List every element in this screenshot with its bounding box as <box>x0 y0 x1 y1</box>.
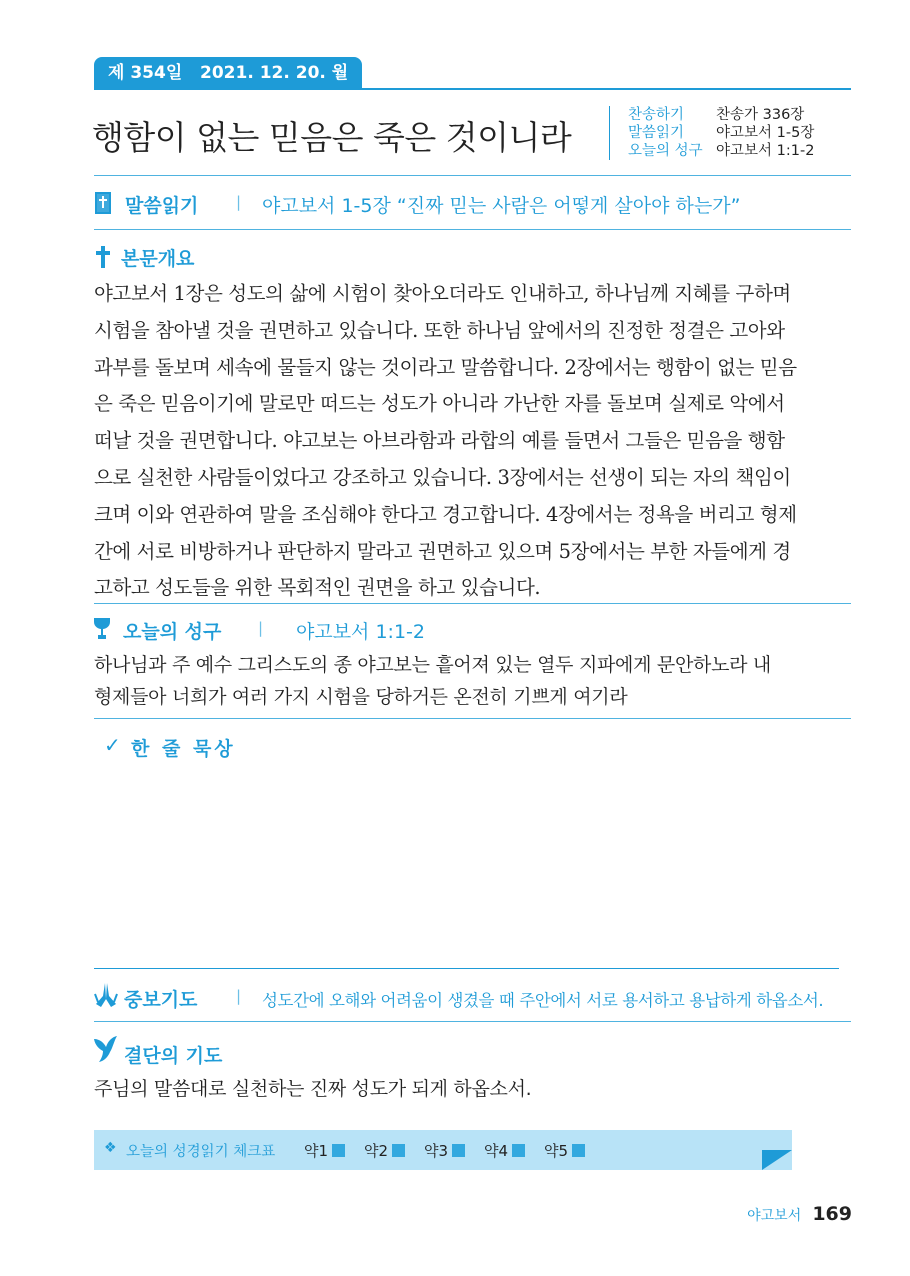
check-item-label: 약2 <box>364 1142 389 1160</box>
meta-keys <box>628 106 703 160</box>
check-item-3[interactable] <box>424 1140 465 1161</box>
divider <box>94 1021 851 1022</box>
check-mark-icon: ✓ <box>104 733 121 757</box>
header-rule <box>94 88 851 90</box>
summary-line: 간에 서로 비방하거나 판단하지 말라고 권면하고 있으며 5장에서는 부한 자들에게 경 <box>94 539 791 563</box>
meditation-heading: 한 줄 묵상 <box>131 738 236 760</box>
date-label: 2021. 12. 20. 월 <box>200 63 349 83</box>
summary-line: 시험을 참아낼 것을 권면하고 있습니다. 또한 하나님 앞에서의 진정한 정결은 고아와 <box>94 318 785 342</box>
meta-key-reading: 말씀읽기 <box>628 125 685 141</box>
meta-value-reading: 야고보서 1-5장 <box>716 125 815 141</box>
separator: | <box>236 193 242 211</box>
check-item-1[interactable] <box>304 1140 345 1161</box>
day-number: 제 354일 <box>108 63 183 83</box>
verse-body <box>94 649 854 713</box>
checkbox[interactable] <box>332 1144 345 1157</box>
summary-body <box>94 276 854 607</box>
meta-divider <box>609 106 610 160</box>
summary-line: 크며 이와 연관하여 말을 조심해야 한다고 경고합니다. 4장에서는 정욕을 버리고 형제 <box>94 502 797 526</box>
diamond-bullet-icon: ❖ <box>104 1140 117 1156</box>
checkbox[interactable] <box>512 1144 525 1157</box>
page-number: 169 <box>812 1203 852 1225</box>
verse-line: 하나님과 주 예수 그리스도의 종 야고보는 흩어져 있는 열두 지파에게 문안하노라 내 <box>94 654 771 676</box>
checkbox[interactable] <box>572 1144 585 1157</box>
check-item-label: 약4 <box>484 1142 509 1160</box>
separator: | <box>236 987 242 1005</box>
bible-icon <box>94 191 112 219</box>
check-item-2[interactable] <box>364 1140 405 1161</box>
meditation-bottom-rule <box>94 968 839 969</box>
check-item-label: 약1 <box>304 1142 329 1160</box>
checkbox[interactable] <box>392 1144 405 1157</box>
reading-text: 야고보서 1-5장 “진짜 믿는 사람은 어떻게 살아야 하는가” <box>262 195 741 217</box>
dove-icon <box>92 1035 118 1067</box>
corner-fold-icon <box>762 1150 792 1174</box>
divider <box>94 175 851 176</box>
checkbox[interactable] <box>452 1144 465 1157</box>
summary-heading: 본문개요 <box>121 248 195 270</box>
summary-line: 떠날 것을 권면합니다. 야고보는 아브라함과 라합의 예를 들면서 그들은 믿음을 행함 <box>94 429 785 453</box>
summary-line: 과부를 돌보며 세속에 물들지 않는 것이라고 말씀합니다. 2장에서는 행함이 없는 믿음 <box>94 355 797 379</box>
meta-value-verse: 야고보서 1:1-2 <box>716 143 815 159</box>
check-item-label: 약5 <box>544 1142 569 1160</box>
cross-icon <box>96 246 110 272</box>
chalice-icon <box>94 618 110 644</box>
reading-heading: 말씀읽기 <box>125 195 199 217</box>
verse-line: 형제들아 너희가 여러 가지 시험을 당하거든 온전히 기쁘게 여기라 <box>94 686 628 708</box>
resolution-heading: 결단의 기도 <box>124 1045 223 1067</box>
check-item-5[interactable] <box>544 1140 585 1161</box>
meta-key-verse: 오늘의 성구 <box>628 143 703 159</box>
resolution-text: 주님의 말씀대로 실천하는 진짜 성도가 되게 하옵소서. <box>94 1078 532 1100</box>
summary-line: 고하고 성도들을 위한 목회적인 권면을 하고 있습니다. <box>94 576 541 600</box>
date-tab <box>94 57 362 89</box>
page-footer <box>747 1203 852 1225</box>
meta-key-hymn: 찬송하기 <box>628 107 685 123</box>
checklist-label: 오늘의 성경읽기 체크표 <box>126 1144 276 1160</box>
divider <box>94 718 851 719</box>
summary-line: 은 죽은 믿음이기에 말로만 떠드는 성도가 아니라 가난한 자를 돌보며 실제로 악에서 <box>94 392 785 416</box>
intercession-text: 성도간에 오해와 어려움이 생겼을 때 주안에서 서로 용서하고 용납하게 하옵소서. <box>262 991 824 1010</box>
verse-heading: 오늘의 성구 <box>123 621 222 643</box>
check-item-label: 약3 <box>424 1142 449 1160</box>
footer-book: 야고보서 <box>747 1208 802 1224</box>
verse-ref: 야고보서 1:1-2 <box>296 621 425 643</box>
meta-value-hymn: 찬송가 336장 <box>716 107 805 123</box>
separator: | <box>258 619 264 637</box>
page-title: 행함이 없는 믿음은 죽은 것이니라 <box>92 118 572 157</box>
praying-hands-icon <box>92 982 120 1012</box>
check-item-4[interactable] <box>484 1140 525 1161</box>
intercession-heading: 중보기도 <box>124 989 198 1011</box>
divider <box>94 229 851 230</box>
summary-line: 으로 실천한 사람들이었다고 강조하고 있습니다. 3장에서는 선생이 되는 자의 책임이 <box>94 465 791 489</box>
summary-line: 야고보서 1장은 성도의 삶에 시험이 찾아오더라도 인내하고, 하나님께 지혜를 구하며 <box>94 282 791 305</box>
meta-values <box>716 106 814 160</box>
divider <box>94 603 851 604</box>
